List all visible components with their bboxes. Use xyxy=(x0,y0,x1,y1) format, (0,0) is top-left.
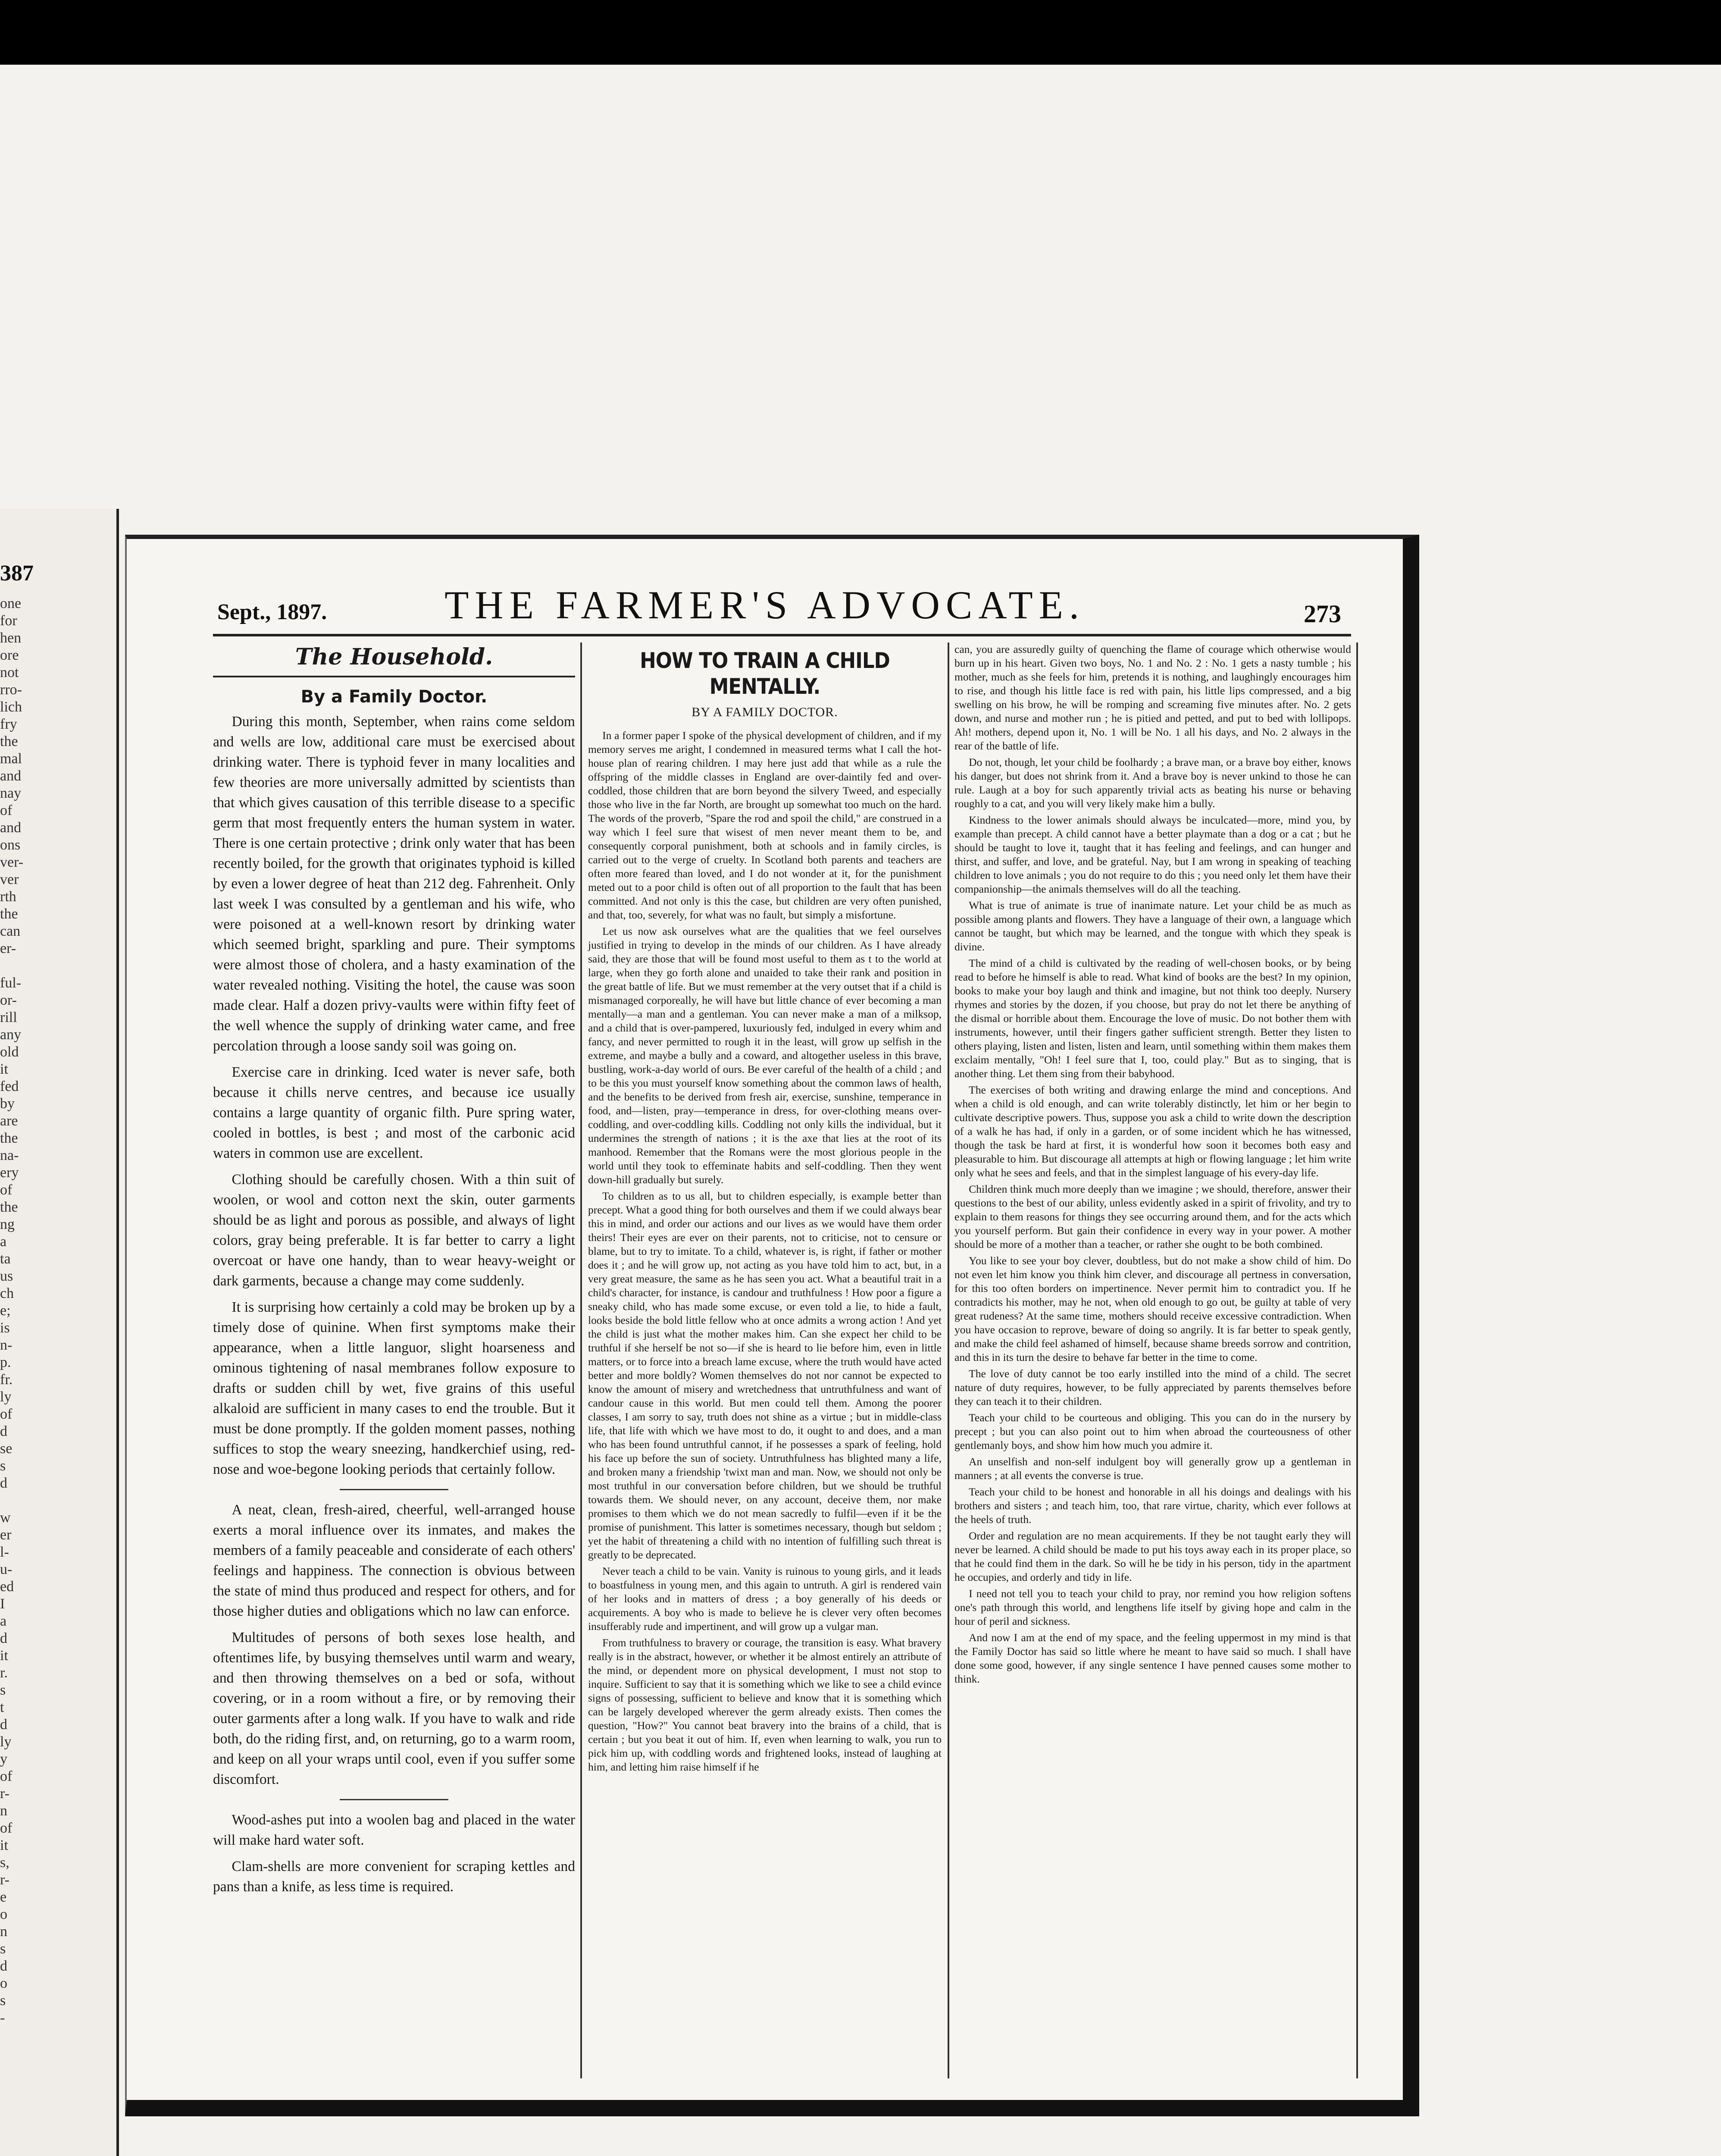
page-header xyxy=(127,539,1403,628)
newspaper-page xyxy=(125,535,1419,2116)
paragraph: The love of duty cannot be too early instilled into the mind of a child. The secret nature of duty requires, however, to be fully appreciated by parents themselves before they can teach it to their children. xyxy=(954,1367,1351,1407)
paragraph: It is surprising how certainly a cold may be broken up by a timely dose of quinine. When first symptoms make their appearance, when a little languor, slight hoarseness and ominous tightening of nasal membranes follow exposure to drafts or sudden chill by wet, five grains of this useful alkaloid are sufficient in many cases to end the trouble. But it must be done promptly. If the golden moment passes, nothing suffices to stop the weary sneezing, handkerchief using, red-nose and woe-begone looking periods that certainly follow. xyxy=(213,1299,575,1477)
paragraph: Let us now ask ourselves what are the qualities that we feel ourselves justified in trying to develop in the minds of our children. As I have already said, they are those that will be found most useful to them as t to the world at large, when they go forth alone and unaided to take their rank and position in the great battle of life. But we must remember at the very outset that if a child is mismanaged corporeally, he will have but little chance of ever becoming a man mentally—a man and a gentleman. You can never make a man of a milksop, and a child that is over-pampered, luxuriously fed, indulged in every whim and fancy, and never permitted to rough it in the least, will grow up selfish in the extreme, and maybe a bully and a coward, and altogether useless in this brave, bustling, work-a-day world of ours. Be ever careful of the health of a child ; and to be this you must yourself know something about the common laws of health, and the benefits to be derived from fresh air, exercise, sunshine, temperance in food, and—listen, pray—temperance in dress, for over-clothing means over-coddling, and over-coddling kills. Coddling not only kills the individual, but it undermines the strength of nations ; it is the axe that lies at the root of its manhood. Remember that the Romans were the most glorious people in the world until they took to effeminate habits and self-coddling. Then they went down-hill gradually but surely. xyxy=(588,925,942,1186)
paragraph: An unselfish and non-self indulgent boy will generally grow up a gentleman in manners ; at all events the converse is true. xyxy=(954,1455,1351,1482)
paragraph: Wood-ashes put into a woolen bag and placed in the water will make hard water soft. xyxy=(213,1812,575,1848)
article-byline: BY A FAMILY DOCTOR. xyxy=(692,705,838,719)
paragraph: Clothing should be carefully chosen. With a thin suit of woolen, or wool and cotton next the skin, outer garments should be as light and porous as possible, and always of light colors, gray being preferable. It is far better to carry a light overcoat or have one handy, than to wear heavy-weight or dark garments, because a change may come suddenly. xyxy=(213,1172,575,1289)
column-continued xyxy=(954,642,1351,2091)
issue-date: Sept., 1897. xyxy=(217,600,327,624)
column-household xyxy=(213,642,575,2091)
paragraph: To children as to us all, but to children especially, is example better than precept. What a good thing for both ourselves and them if we could always bear this in mind, and order our actions and our lives as we would have them order theirs! Their eyes are ever on their parents, not to criticise, not to censure or blame, but to try to imitate. To a child, whatever is, is right, if father or mother does it ; and he will grow up, not acting as you have told him to act, but, in a very great measure, the same as he has seen you act. What a beautiful trait in a child's character, for instance, is candour and truthfulness ! How poor a figure a sneaky child, who has made some excuse, or even told a lie, to hide a fault, looks beside the bold little fellow who at once admits a wrong action ! And yet the child is just what the mother makes him. Can she expect her child to be truthful if she herself be not so—if she is heard to lie before him, even in little matters, or to force into a breach lame excuse, where the truth would have acted better and more boldly? Women themselves do not nor cannot be expected to know the amount of misery and wretchedness that untruthfulness and want of candour cause in this world. But men could tell them. Among the poorer classes, I am sorry to say, truth does not shine as a virtue ; but in middle-class life, that life with which we have most to do, it ought to and does, and a man who has been found untruthful cannot, if he possesses a spark of feeling, hold his face up before the sun of society. Untruthfulness has blighted many a life, and broken many a friendship 'twixt man and man. Now, we should not only be most truthful in our conversation before children, but we should be truthful towards them. We should never, on any account, deceive them, nor make promises to them which we do not mean sacredly to fulfil—even if it be the promise of punishment. This latter is sometimes necessary, though but seldom ; yet the habit of threatening a child with no intention of fulfilling such threat is greatly to be deprecated. xyxy=(588,1190,942,1561)
paragraph: During this month, September, when rains come seldom and wells are low, additional care must be exercised about drinking water. There is typhoid fever in many localities and few theories are more universally admitted by scientists than that which gives causation of this terrible disease to a specific germ that most frequently enters the human system in water. There is one certain protective ; drink only water that has been recently boiled, for the growth that originates typhoid is killed by even a lower degree of heat than 212 deg. Fahrenheit. Only last week I was consulted by a gentleman and his wife, who were poisoned at a well-known resort by drinking water which seemed bright, sparkling and pure. Their symptoms were almost those of cholera, and a hasty examination of the water revealed nothing. Visiting the hotel, the cause was soon made clear. Half a dozen privy-vaults were within fifty feet of the well whence the supply of drinking water came, and free percolation through a loose sandy soil was going on. xyxy=(213,714,575,1054)
paragraph: What is true of animate is true of inanimate nature. Let your child be as much as possible among plants and flowers. They have a language of their own, a language which cannot be taught, but which may be learned, and the tongue with which they speak is divine. xyxy=(954,899,1351,953)
paragraph: The mind of a child is cultivated by the reading of well-chosen books, or by being read to before he himself is able to read. What kind of books are the best? In my opinion, books to make your boy laugh and think and imagine, but not think too deeply. Nursery rhymes and stories by the dozen, if you choose, but pray do not let there be anything of the dismal or horrible about them. Encourage the love of music. Do not bother them with instruments, however, until their fingers gather sufficient strength. Better they listen to others playing, listen and listen, listen and learn, until something within them makes them exclaim mentally, "Oh! I feel sure that I, too, could play." But as to singing, that is another thing. Let them sing from their babyhood. xyxy=(954,957,1351,1080)
paragraph: Clam-shells are more convenient for scraping kettles and pans than a knife, as less time is required. xyxy=(213,1858,575,1895)
paragraph: And now I am at the end of my space, and the feeling uppermost in my mind is that the Family Doctor has said so little where he meant to have said so much. I shall have done some good, however, if any single sentence I have penned causes some mother to think. xyxy=(954,1631,1351,1685)
previous-page-column-fragment: one for hen ore not rro- lich fry the mal and nay of and ons ver- ver rth the can er- ful- or- rill any old it fed by are the na- ery of the ng a ta us ch e; is n- p. fr. ly of d se s d w er l- u- ed I a d it r. s t d ly y of r- n of it s, r- e o n s d o s - xyxy=(0,595,24,2026)
paragraph: Multitudes of persons of both sexes lose health, and oftentimes life, by busying themselves until warm and weary, and then throwing themselves on a bed or sofa, without covering, or in a room without a fire, or by removing their outer garments after a long walk. If you have to walk and ride both, do the riding first, and, on returning, go to a warm room, and keep on all your wraps until cool, even if you suffer some discomfort. xyxy=(213,1630,575,1787)
paragraph: Teach your child to be honest and honorable in all his doings and dealings with his brothers and sisters ; and teach him, too, that rare virtue, charity, which ever follows at the heels of truth. xyxy=(954,1485,1351,1526)
column-divider xyxy=(948,642,949,2078)
masthead-title: THE FARMER'S ADVOCATE. xyxy=(444,583,1085,627)
paragraph: You like to see your boy clever, doubtless, but do not make a show child of him. Do not even let him know you think him clever, and discourage all pertness in conversation, for this too often borders on impertinence. Never permit him to contradict you. If he contradicts his mother, may he not, when old enough to go out, be guilty at table of very great rudeness? At the same time, mothers should receive excessive contradiction. When you have occasion to reprove, beware of doing so angrily. It is far better to speak gently, and make the child feel ashamed of himself, because shame breeds sorrow and contrition, and this in its turn the desire to behave far better in the time to come. xyxy=(954,1254,1351,1363)
paragraph: Order and regulation are no mean acquirements. If they be not taught early they will never be learned. A child should be made to put his toys away each in its proper place, so that he could find them in the dark. So will he be tidy in his person, tidy in the apartment he occupies, and orderly and tidy in life. xyxy=(954,1529,1351,1583)
column-divider xyxy=(1356,642,1358,2078)
paragraph: A neat, clean, fresh-aired, cheerful, well-arranged house exerts a moral influence over its inmates, and makes the members of a family peaceable and considerate of each others' feelings and happiness. The connection is obvious between the state of mind thus produced and respect for others, and for those higher duties and obligations which no law can enforce. xyxy=(213,1502,575,1619)
paragraph: Children think much more deeply than we imagine ; we should, therefore, answer their questions to the best of our ability, unless evidently asked in a spirit of frivolity, and try to explain to them reasons for things they see occurring around them, and for the acts which you yourself perform. But gain their confidence in every way in your power. A mother should be more of a mother than a teacher, or rather she ought to be both combined. xyxy=(954,1183,1351,1250)
header-rule xyxy=(213,634,1351,636)
divider-rule xyxy=(340,1489,448,1490)
section-title: The Household. xyxy=(295,644,493,670)
column-train-child xyxy=(588,642,942,2091)
paragraph: Never teach a child to be vain. Vanity is ruinous to young girls, and it leads to boastfulness in young men, and this again to untruth. A girl is rendered vain of her looks and in matters of dress ; a boy generally of his deeds or acquirements. A boy who is made to believe he is clever very often becomes insufferably rude and impertinent, and will grow up a vulgar man. xyxy=(588,1565,942,1633)
column-divider xyxy=(580,642,582,2078)
paragraph: Do not, though, let your child be foolhardy ; a brave man, or a brave boy either, knows his danger, but does not shrink from it. And a brave boy is never unkind to those he can rule. Laugh at a boy for such apparently trivial acts as beating his nurse or behaving roughly to a cat, and you will very likely make him a bully. xyxy=(954,756,1351,810)
paragraph: From truthfulness to bravery or courage, the transition is easy. What bravery really is in the abstract, however, or whether it be almost entirely an attribute of the mind, or dependent more on physical development, I must not stop to inquire. Sufficient to say that it is something which we like to see a child evince signs of possessing, sufficient to believe and know that it is something which can be largely developed wherever the germ already exists. Then comes the question, "How?" You cannot beat bravery into the brains of a child, that is certain ; but you beat it out of him. If, even when learning to walk, you run to pick him up, with coddling words and frightened looks, instead of laughing at him, and letting him raise himself if he xyxy=(588,1636,942,1773)
paragraph: Teach your child to be courteous and obliging. This you can do in the nursery by precept ; but you can also point out to him when abroad the courteousness of other gentlemanly boys, and show him how much you admire it. xyxy=(954,1411,1351,1451)
paragraph: In a former paper I spoke of the physical development of children, and if my memory serves me aright, I condemned in measured terms what I call the hot-house plan of rearing children. I may here just add that while as a rule the offspring of the middle classes in England are over-daintily fed and over-coddled, those children that are born beyond the silvery Tweed, and especially those who live in the far North, are brought up somewhat too much on the hard. The words of the proverb, "Spare the rod and spoil the child," are construed in a way which I feel sure that wisest of men never meant them to be, and consequently corporal punishment, both at schools and in family circles, is carried out to the verge of cruelty. In Scotland both parents and teachers are often more feared than loved, and I do not wonder at it, for the punishment meted out to a poor child is often out of all proportion to the fault that has been committed. And not only is this the case, but children are very often punished, and that, too, severely, for what was no fault, but simply a misfortune. xyxy=(588,729,942,921)
paragraph: Exercise care in drinking. Iced water is never safe, both because it chills nerve centres, and because ice usually contains a large quantity of organic filth. Pure spring water, cooled in bottles, is best ; and most of the carbonic acid waters in common use are excellent. xyxy=(213,1064,575,1161)
page-number: 273 xyxy=(1304,600,1341,628)
article-headline: HOW TO TRAIN A CHILD MENTALLY. xyxy=(640,648,890,699)
paragraph: can, you are assuredly guilty of quenching the flame of courage which otherwise would burn up in his heart. Given two boys, No. 1 and No. 2 : No. 1 gets a nasty tumble ; his mother, much as she feels for him, pretends it is nothing, and laughingly encourages him to rise, and though his little face is red with pain, his little lips compressed, and a big swelling on his brow, he will be romping and screaming five minutes after. No. 2 gets down, and nurse and mother run ; he is pitied and petted, and put to bed with lollipops. Ah! mothers, depend upon it, No. 1 will be No. 1 all his days, and No. 2 always in the rear of the battle of life. xyxy=(954,643,1351,752)
article-title: By a Family Doctor. xyxy=(300,687,488,707)
previous-page-number: 387 xyxy=(0,561,34,586)
paragraph: The exercises of both writing and drawing enlarge the mind and conceptions. And when a child is old enough, and can write tolerably distinctly, let him or her begin to cultivate descriptive powers. Thus, suppose you ask a child to write down the description of a walk he has had, if only in a garden, or of some incident which he has witnessed, though the task be hard at first, it is wonderful how soon it becomes both easy and pleasurable to him. But discourage all attempts at high or flowing language ; let him write only what he sees and feels, and that in the simplest language of his every-day life. xyxy=(954,1084,1351,1179)
divider-rule xyxy=(340,1799,448,1800)
paragraph: Kindness to the lower animals should always be inculcated—more, mind you, by example than precept. A child cannot have a better playmate than a dog or a cat ; but he should be taught to love it, taught that it has feeling and feelings, and can hunger and thirst, and suffer, and love, and be grateful. Nay, but I am wrong in speaking of teaching children to love animals ; you do not require to do this ; you need only let them have their companionship—the animals themselves will do all the teaching. xyxy=(954,814,1351,895)
section-rule xyxy=(213,676,575,677)
paragraph: I need not tell you to teach your child to pray, nor remind you how religion softens one's path through this world, and lengthens life itself by giving hope and calm in the hour of peril and sickness. xyxy=(954,1587,1351,1627)
